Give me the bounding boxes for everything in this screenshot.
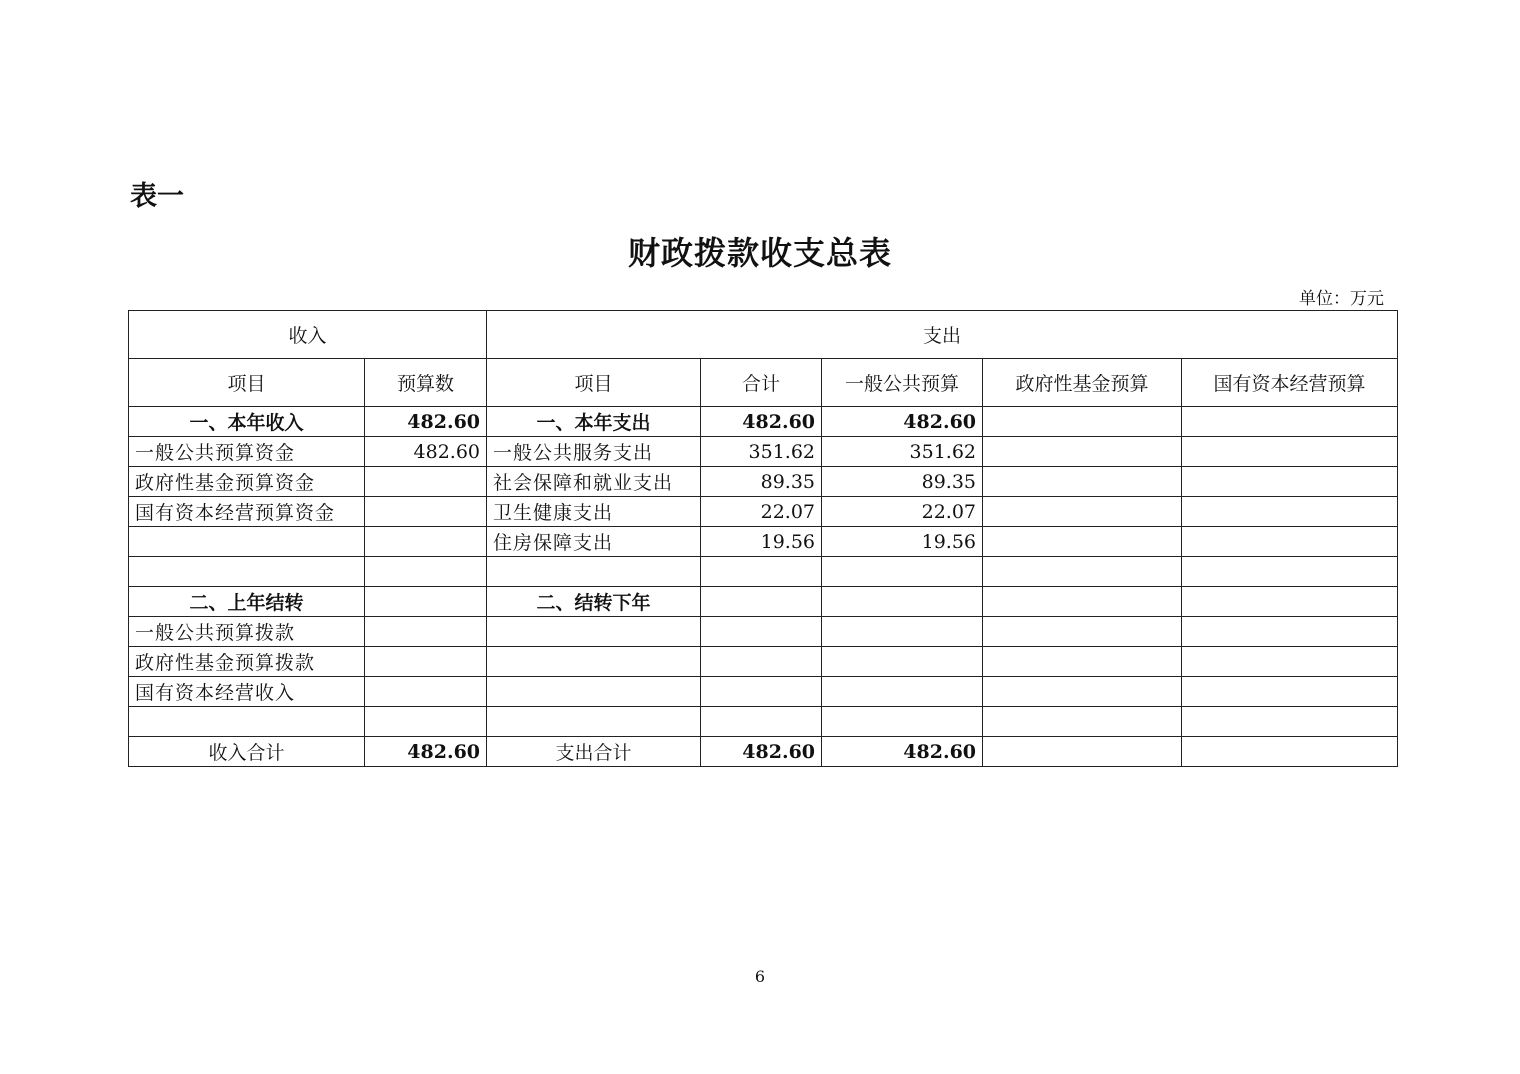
column-header: 一般公共预算 xyxy=(822,359,983,407)
table-cell: 支出合计 xyxy=(487,737,701,767)
table-row xyxy=(129,467,1398,497)
table-cell xyxy=(983,707,1182,737)
table-cell: 19.56 xyxy=(701,527,822,557)
table-cell: 二、结转下年 xyxy=(487,587,701,617)
table-cell: 收入合计 xyxy=(129,737,365,767)
total-row xyxy=(129,737,1398,767)
table-cell xyxy=(1182,587,1398,617)
table-cell xyxy=(487,707,701,737)
table-cell xyxy=(983,437,1182,467)
table-cell xyxy=(701,677,822,707)
table-cell xyxy=(1182,407,1398,437)
table-cell: 一般公共预算资金 xyxy=(129,437,365,467)
table-cell: 一般公共预算拨款 xyxy=(129,617,365,647)
table-cell: 22.07 xyxy=(701,497,822,527)
table-cell xyxy=(983,527,1182,557)
table-row xyxy=(129,677,1398,707)
table-cell xyxy=(701,587,822,617)
income-section-header: 收入 xyxy=(129,311,487,359)
header-row-columns xyxy=(129,359,1398,407)
table-cell xyxy=(983,587,1182,617)
table-row xyxy=(129,587,1398,617)
table-cell xyxy=(129,557,365,587)
table-cell xyxy=(701,557,822,587)
table-cell xyxy=(365,617,487,647)
table-cell xyxy=(983,557,1182,587)
table-cell xyxy=(487,647,701,677)
column-header: 预算数 xyxy=(365,359,487,407)
table-cell xyxy=(983,497,1182,527)
table-cell: 482.60 xyxy=(701,737,822,767)
table-cell xyxy=(701,707,822,737)
table-cell xyxy=(487,677,701,707)
table-cell: 政府性基金预算拨款 xyxy=(129,647,365,677)
table-cell xyxy=(983,617,1182,647)
table-cell xyxy=(822,677,983,707)
table-cell xyxy=(822,557,983,587)
table-cell xyxy=(1182,467,1398,497)
expense-section-header: 支出 xyxy=(487,311,1398,359)
table-cell xyxy=(1182,557,1398,587)
table-cell xyxy=(1182,707,1398,737)
header-row-sections xyxy=(129,311,1398,359)
table-cell xyxy=(365,707,487,737)
table-cell xyxy=(365,587,487,617)
table-cell: 一、本年支出 xyxy=(487,407,701,437)
table-cell xyxy=(822,707,983,737)
table-row xyxy=(129,707,1398,737)
table-cell: 国有资本经营收入 xyxy=(129,677,365,707)
table-cell: 二、上年结转 xyxy=(129,587,365,617)
table-cell xyxy=(365,557,487,587)
table-cell: 482.60 xyxy=(365,407,487,437)
table-cell: 482.60 xyxy=(365,437,487,467)
table-cell xyxy=(1182,497,1398,527)
table-cell xyxy=(983,737,1182,767)
column-header: 政府性基金预算 xyxy=(983,359,1182,407)
table-cell xyxy=(1182,617,1398,647)
table-cell: 482.60 xyxy=(822,737,983,767)
page-title: 财政拨款收支总表 xyxy=(627,234,892,272)
table-cell: 社会保障和就业支出 xyxy=(487,467,701,497)
budget-summary-table xyxy=(128,310,1398,767)
column-header: 合计 xyxy=(701,359,822,407)
table-cell xyxy=(701,647,822,677)
column-header: 项目 xyxy=(129,359,365,407)
table-cell xyxy=(365,527,487,557)
table-row xyxy=(129,497,1398,527)
table-cell xyxy=(1182,437,1398,467)
table-cell xyxy=(129,527,365,557)
table-cell: 351.62 xyxy=(701,437,822,467)
table-cell xyxy=(822,587,983,617)
table-cell xyxy=(1182,527,1398,557)
table-cell xyxy=(983,407,1182,437)
table-cell: 19.56 xyxy=(822,527,983,557)
table-row xyxy=(129,527,1398,557)
table-cell xyxy=(365,677,487,707)
table-cell: 89.35 xyxy=(701,467,822,497)
table-cell xyxy=(487,557,701,587)
table-cell: 22.07 xyxy=(822,497,983,527)
table-cell: 482.60 xyxy=(365,737,487,767)
table-cell xyxy=(129,707,365,737)
table-cell: 一般公共服务支出 xyxy=(487,437,701,467)
table-cell xyxy=(1182,737,1398,767)
table-cell: 一、本年收入 xyxy=(129,407,365,437)
table-cell xyxy=(822,647,983,677)
table-cell xyxy=(365,497,487,527)
table-row xyxy=(129,647,1398,677)
table-cell xyxy=(1182,677,1398,707)
table-cell xyxy=(983,467,1182,497)
table-cell xyxy=(983,677,1182,707)
unit-note: 单位：万元 xyxy=(1299,289,1384,309)
table-row xyxy=(129,437,1398,467)
table-cell xyxy=(365,467,487,497)
table-cell xyxy=(983,647,1182,677)
table-cell xyxy=(487,617,701,647)
table-cell: 89.35 xyxy=(822,467,983,497)
page-number: 6 xyxy=(754,967,766,986)
table-label: 表一 xyxy=(130,181,184,212)
table-row xyxy=(129,407,1398,437)
table-cell: 政府性基金预算资金 xyxy=(129,467,365,497)
table-row xyxy=(129,557,1398,587)
column-header: 项目 xyxy=(487,359,701,407)
table-cell: 351.62 xyxy=(822,437,983,467)
table-cell xyxy=(1182,647,1398,677)
table-cell: 住房保障支出 xyxy=(487,527,701,557)
table-cell: 国有资本经营预算资金 xyxy=(129,497,365,527)
table-cell: 482.60 xyxy=(701,407,822,437)
table-cell: 482.60 xyxy=(822,407,983,437)
column-header: 国有资本经营预算 xyxy=(1182,359,1398,407)
table-cell xyxy=(701,617,822,647)
table-cell xyxy=(365,647,487,677)
table-cell xyxy=(822,617,983,647)
table-row xyxy=(129,617,1398,647)
table-cell: 卫生健康支出 xyxy=(487,497,701,527)
